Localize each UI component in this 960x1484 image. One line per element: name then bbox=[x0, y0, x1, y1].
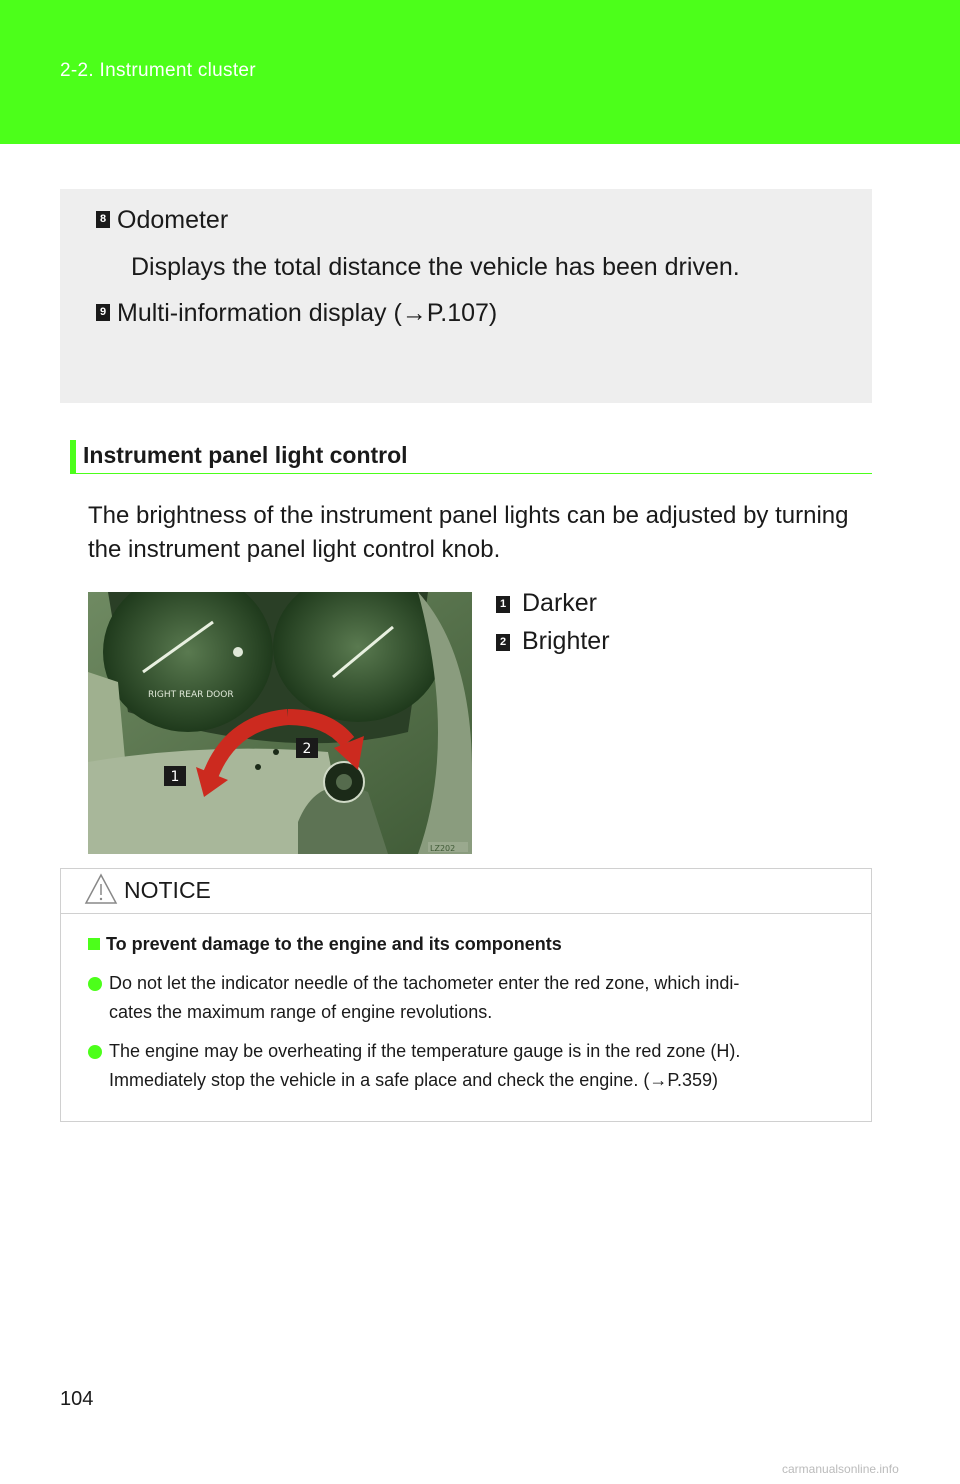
notice-bullet-line: The engine may be overheating if the temperature gauge is in the red zone (H). bbox=[109, 1041, 741, 1061]
notice-bullet-line: cates the maximum range of engine revolutions. bbox=[109, 1002, 493, 1022]
section-breadcrumb: 2-2. Instrument cluster bbox=[60, 60, 256, 81]
callout-number-badge: 2 bbox=[496, 634, 510, 651]
square-bullet-icon bbox=[88, 938, 100, 950]
watermark: carmanualsonline.info bbox=[782, 1462, 899, 1476]
warning-triangle-icon bbox=[84, 872, 118, 906]
instrument-panel-photo bbox=[88, 592, 472, 854]
notice-heading: NOTICE bbox=[124, 877, 211, 903]
legend-item-title: Odometer bbox=[117, 206, 229, 234]
section-body-line: The brightness of the instrument panel lights can be adjusted by turning bbox=[88, 502, 849, 529]
bullet-dot-icon bbox=[88, 977, 102, 991]
notice-bullet-line: Do not let the indicator needle of the tachometer enter the red zone, which indi- bbox=[109, 973, 740, 993]
callout-label-darker: Darker bbox=[522, 589, 598, 617]
svg-text:RIGHT REAR DOOR: RIGHT REAR DOOR bbox=[148, 690, 234, 700]
svg-text:1: 1 bbox=[170, 769, 180, 785]
section-title: Instrument panel light control bbox=[83, 442, 408, 468]
section-body-line: the instrument panel light control knob. bbox=[88, 536, 501, 563]
svg-text:2: 2 bbox=[302, 741, 312, 757]
callout-label-brighter: Brighter bbox=[522, 627, 610, 655]
page-number: 104 bbox=[60, 1388, 94, 1410]
notice-subheading: To prevent damage to the engine and its components bbox=[88, 934, 562, 955]
item-number-badge: 8 bbox=[96, 211, 110, 228]
legend-item-description: Displays the total distance the vehicle has been driven. bbox=[131, 253, 740, 281]
image-code: LZ202 bbox=[430, 844, 456, 853]
callout-number-badge: 1 bbox=[496, 596, 510, 613]
notice-bullet-line: Immediately stop the vehicle in a safe place and check the engine. (→P.359) bbox=[109, 1070, 719, 1090]
legend-item-title: Multi-information display (→P.107) bbox=[117, 299, 498, 327]
bullet-dot-icon bbox=[88, 1045, 102, 1059]
item-number-badge: 9 bbox=[96, 304, 110, 321]
